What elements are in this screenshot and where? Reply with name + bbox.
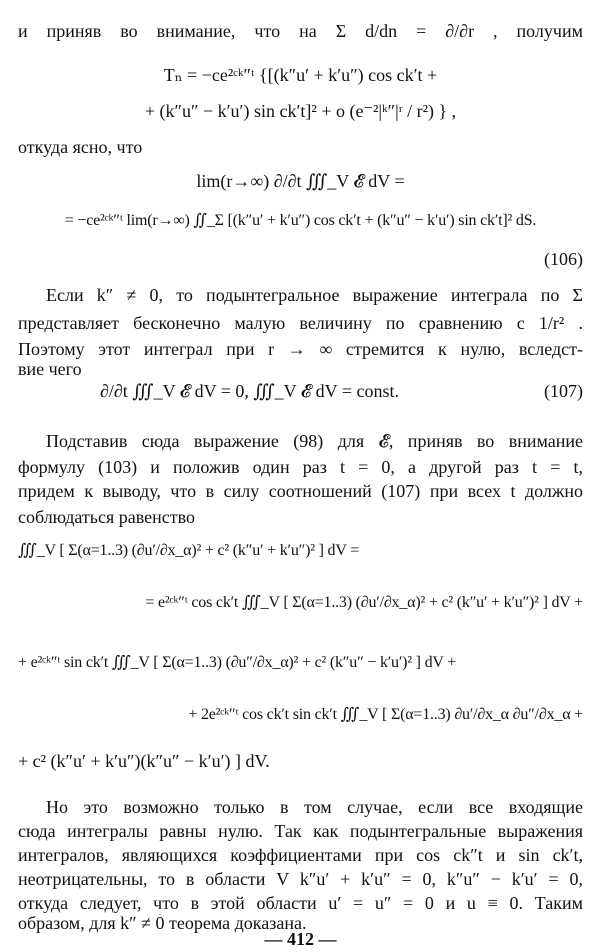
equation-number-107: (107): [544, 381, 583, 401]
page-number: — 412 —: [264, 929, 337, 949]
text-line-2: откуда ясно, что: [18, 137, 143, 157]
paragraph-3-line-1: Подставив сюда выражение (98) для 𝓔, приняв во внимание: [46, 431, 583, 451]
text-line-1: и приняв во внимание, что на Σ d/dn = ∂/∂r , получим: [18, 21, 583, 41]
equation-big-line-2: = e²ᶜᵏ″ᵗ cos ck′t ∭_V [ Σ(α=1..3) (∂u′/∂x_α)² + c² (k″u′ + k′u″)² ] dV +: [145, 594, 583, 611]
paragraph-4-line-4: неотрицательны, то в области V k″u′ + k′u″ = 0, k″u″ − k′u′ = 0,: [18, 869, 583, 889]
paragraph-4-line-3: интегралов, являющихся коэффициентами при cos ck″t и sin ck′t,: [18, 845, 583, 865]
paragraph-4-line-6: образом, для k″ ≠ 0 теорема доказана.: [18, 913, 307, 933]
equation-big-line-5: + c² (k″u′ + k′u″)(k″u″ − k′u′) ] dV.: [18, 751, 270, 771]
equation-big-line-4: + 2e²ᶜᵏ″ᵗ cos ck′t sin ck′t ∭_V [ Σ(α=1..3) ∂u′/∂x_α ∂u″/∂x_α +: [188, 706, 583, 723]
equation-big-line-1: ∭_V [ Σ(α=1..3) (∂u′/∂x_α)² + c² (k″u′ + k′u″)² ] dV =: [18, 542, 360, 559]
paragraph-2-line-1: Если k″ ≠ 0, то подынтегральное выражение интеграла по Σ: [46, 285, 583, 305]
paragraph-4-line-5: откуда следует, что в этой области u′ = u″ = 0 и u ≡ 0. Таким: [18, 893, 583, 913]
paragraph-4-line-1: Но это возможно только в том случае, если все входящие: [46, 797, 583, 817]
paragraph-2-line-2: представляет бесконечно малую величину по сравнению с 1/r² .: [18, 313, 583, 333]
equation-limit-line-2: = −ce²ᶜᵏ″ᵗ lim(r→∞) ∬_Σ [(k″u′ + k′u″) cos ck′t + (k″u″ − k′u′) sin ck′t]² dS.: [64, 212, 537, 229]
paragraph-3-line-4: соблюдаться равенство: [18, 507, 195, 527]
paragraph-2-line-3: Поэтому этот интеграл при r → ∞ стремится к нулю, вследст-: [18, 339, 583, 359]
paragraph-2-line-4: вие чего: [18, 359, 82, 379]
equation-tn-line-2: + (k″u″ − k′u′) sin ck′t]² + o (e⁻²|ᵏ″|ʳ / r²) } ,: [144, 101, 457, 121]
paragraph-4-line-2: сюда интегралы равны нулю. Так как подынтегральные выражения: [18, 821, 583, 841]
equation-number-106: (106): [544, 249, 583, 269]
equation-tn-line-1: Tₙ = −ce²ᶜᵏ″ᵗ {[(k″u′ + k′u″) cos ck′t +: [163, 65, 438, 85]
equation-limit-line-1: lim(r→∞) ∂/∂t ∭_V 𝓔 dV =: [196, 171, 405, 191]
paragraph-3-line-3: придем к выводу, что в силу соотношений (107) при всех t должно: [18, 481, 583, 501]
paragraph-3-line-2: формулу (103) и положив один раз t = 0, а другой раз t = t,: [18, 457, 583, 477]
equation-107: ∂/∂t ∭_V 𝓔 dV = 0, ∭_V 𝓔 dV = const.: [100, 381, 399, 401]
equation-big-line-3: + e²ᶜᵏ″ᵗ sin ck′t ∭_V [ Σ(α=1..3) (∂u″/∂x_α)² + c² (k″u″ − k′u′)² ] dV +: [18, 654, 457, 671]
